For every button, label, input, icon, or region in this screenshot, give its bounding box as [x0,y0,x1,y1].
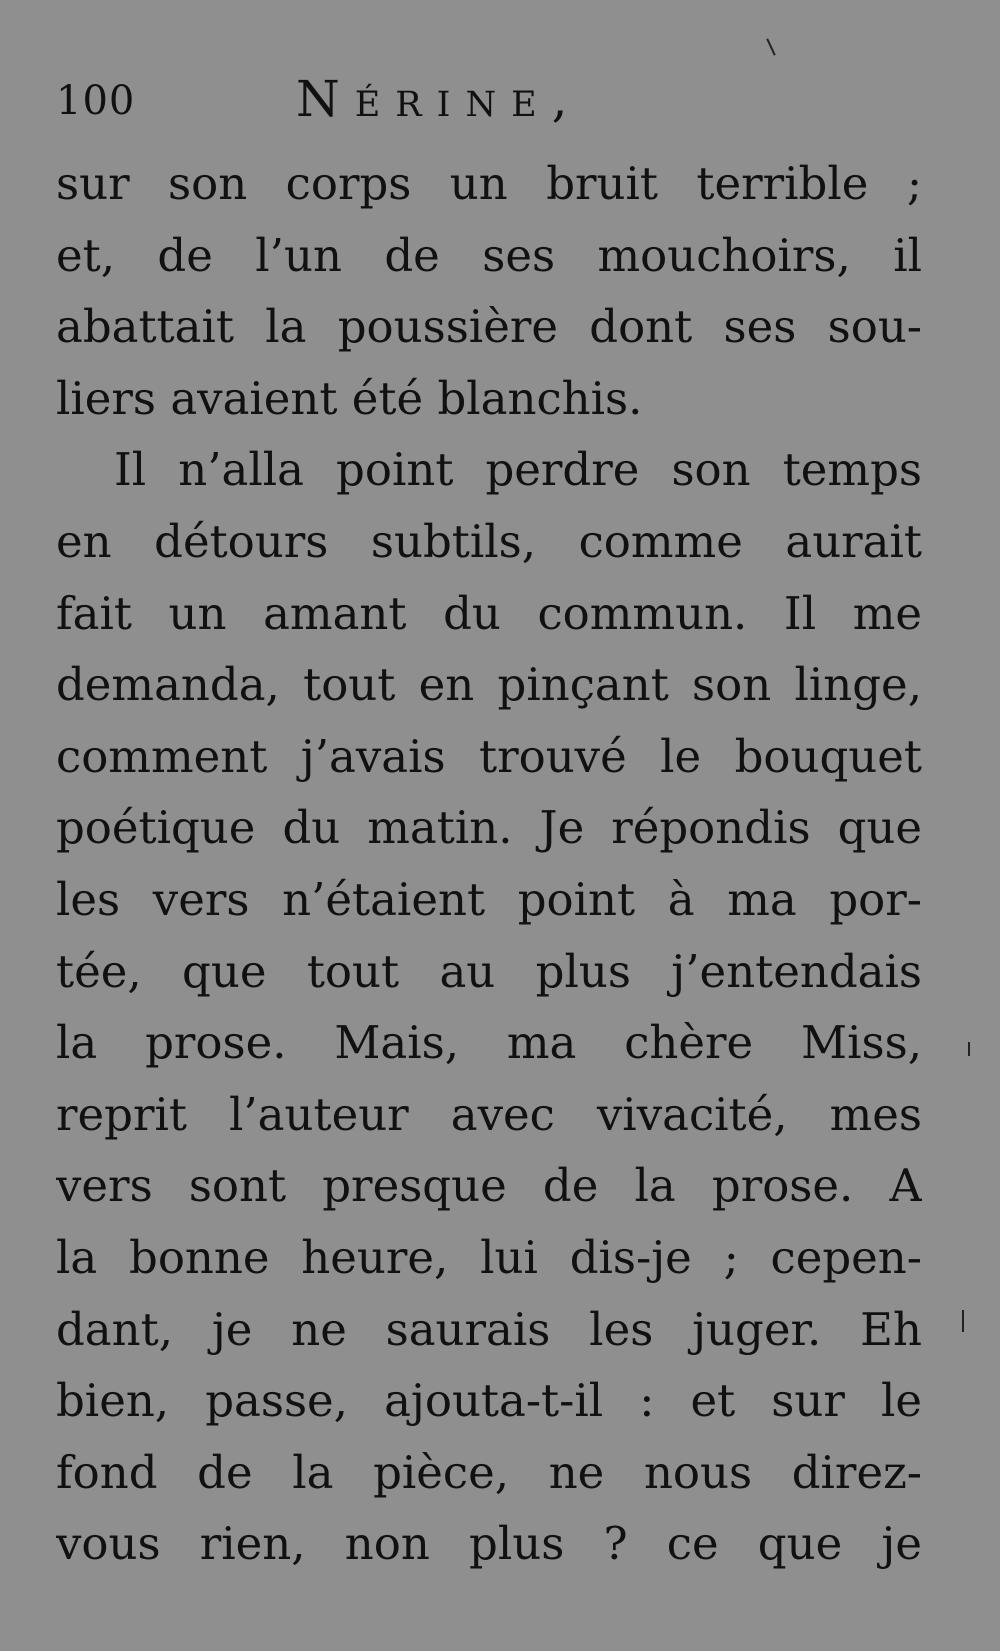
text-line: liers avaient été blanchis. [56,371,643,425]
running-title: Nérine, [296,70,583,128]
text-line: Il n’alla point perdre son temps [114,443,922,497]
text-line: et, de l’un de ses mouchoirs, il [56,228,922,282]
text-line: poétique du matin. Je répondis que [56,801,922,855]
text-body [56,148,922,1580]
text-line: fait un amant du commun. Il me [56,586,922,640]
scan-speck [962,1310,964,1332]
text-line: sur son corps un bruit terrible ; [56,157,922,210]
page-number: 100 [56,78,136,124]
text-line: dant, je ne saurais les juger. Eh [56,1302,922,1356]
text-line: les vers n’étaient point à ma por- [56,872,922,926]
text-line: demanda, tout en pinçant son linge, [56,658,922,712]
text-line: vous rien, non plus ? ce que je [56,1517,922,1571]
text-line: tée, que tout au plus j’entendais [56,944,922,998]
scan-speck [968,1042,970,1056]
text-line: comment j’avais trouvé le bouquet [56,729,922,783]
text-line: en détours subtils, comme aurait [56,514,922,568]
page-header [56,70,936,140]
text-line: vers sont presque de la prose. A [56,1159,922,1213]
text-line: abattait la poussière dont ses sou- [56,300,922,354]
text-line: la bonne heure, lui dis-je ; cepen- [56,1230,922,1284]
text-line: reprit l’auteur avec vivacité, mes [56,1087,922,1141]
scan-speck [766,38,775,55]
text-line: la prose. Mais, ma chère Miss, [56,1016,922,1070]
text-line: fond de la pièce, ne nous direz- [56,1445,922,1499]
text-line: bien, passe, ajouta-t-il : et sur le [56,1374,922,1428]
